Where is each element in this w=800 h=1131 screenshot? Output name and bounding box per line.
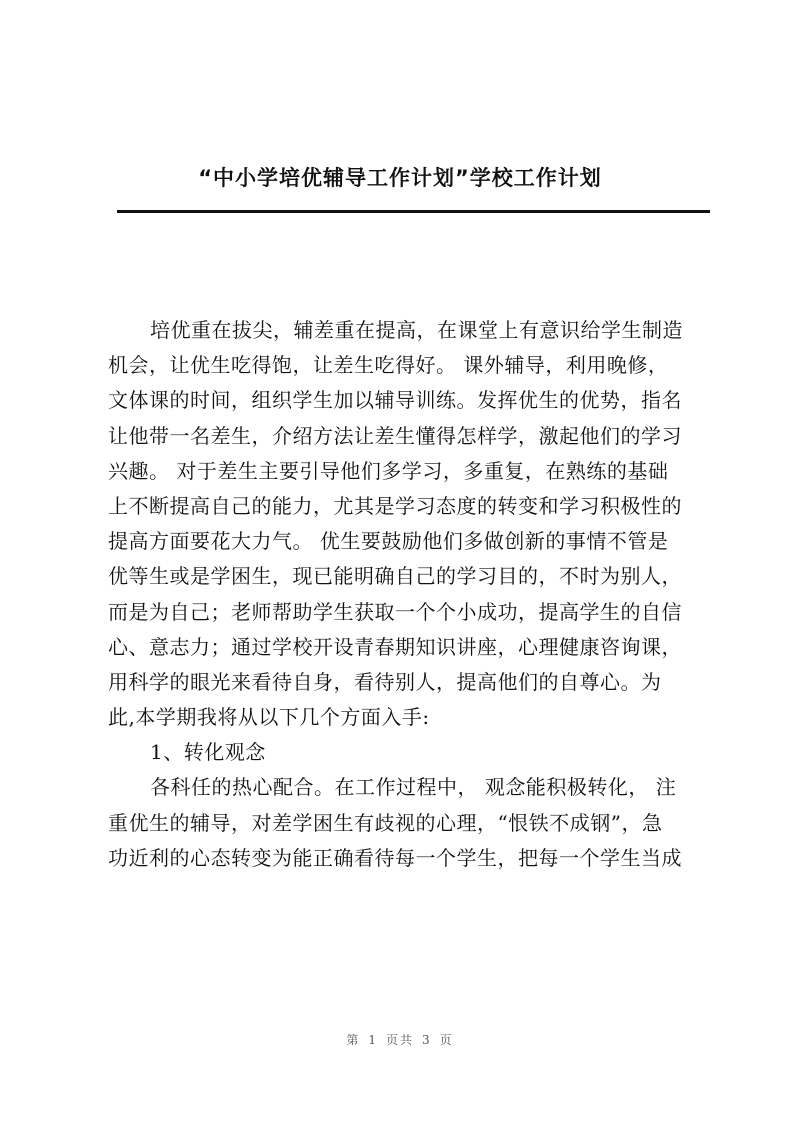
- paragraph-line: 重优生的辅导，对差学困生有歧视的心理，“恨铁不成钢”，急: [108, 810, 663, 835]
- paragraph-line: 上不断提高自己的能力，尤其是学习态度的转变和学习积极性的: [108, 493, 682, 518]
- paragraph-line: 机会，让优生吃得饱，让差生吃得好。 课外辅导，利用晚修，: [108, 353, 669, 378]
- paragraph-line: 而是为自己；老师帮助学生获取一个个小成功，提高学生的自信: [108, 599, 682, 624]
- title-divider: [117, 210, 710, 213]
- paragraph-line: 兴趣。 对于差生主要引导他们多学习，多重复，在熟练的基础: [108, 458, 669, 483]
- paragraph-line: 提高方面要花大力气。 优生要鼓励他们多做创新的事情不管是: [108, 529, 669, 554]
- paragraph-line: 让他带一名差生，介绍方法让差生懂得怎样学，激起他们的学习: [108, 423, 682, 448]
- page-total: 3: [422, 1033, 432, 1047]
- section-heading: 1、转化观念: [150, 740, 266, 765]
- paragraph-line: 此,本学期我将从以下几个方面入手:: [108, 705, 430, 730]
- page-footer: [0, 1031, 800, 1048]
- paragraph-line: 心、意志力；通过学校开设青春期知识讲座，心理健康咨询课，: [108, 634, 682, 659]
- paragraph-line: 优等生或是学困生，现已能明确自己的学习目的，不时为别人，: [108, 564, 682, 589]
- paragraph-line: 各科任的热心配合。在工作过程中， 观念能积极转化， 注: [150, 775, 677, 800]
- paragraph-line: 培优重在拔尖，辅差重在提高，在课堂上有意识给学生制造: [150, 318, 683, 342]
- footer-prefix: 第: [346, 1033, 361, 1047]
- paragraph-line: 用科学的眼光来看待自身，看待别人，提高他们的自尊心。为: [108, 669, 662, 694]
- document-body: [108, 313, 710, 876]
- paragraph-line: 功近利的心态转变为能正确看待每一个学生，把每一个学生当成: [108, 845, 682, 870]
- footer-middle: 页共: [385, 1033, 414, 1047]
- paragraph-line: 文体课的时间，组织学生加以辅导训练。发挥优生的优势，指名: [108, 388, 682, 413]
- footer-suffix: 页: [439, 1033, 454, 1047]
- page-title: “中小学培优辅导工作计划”学校工作计划: [198, 166, 602, 190]
- page-number: 1: [368, 1033, 378, 1047]
